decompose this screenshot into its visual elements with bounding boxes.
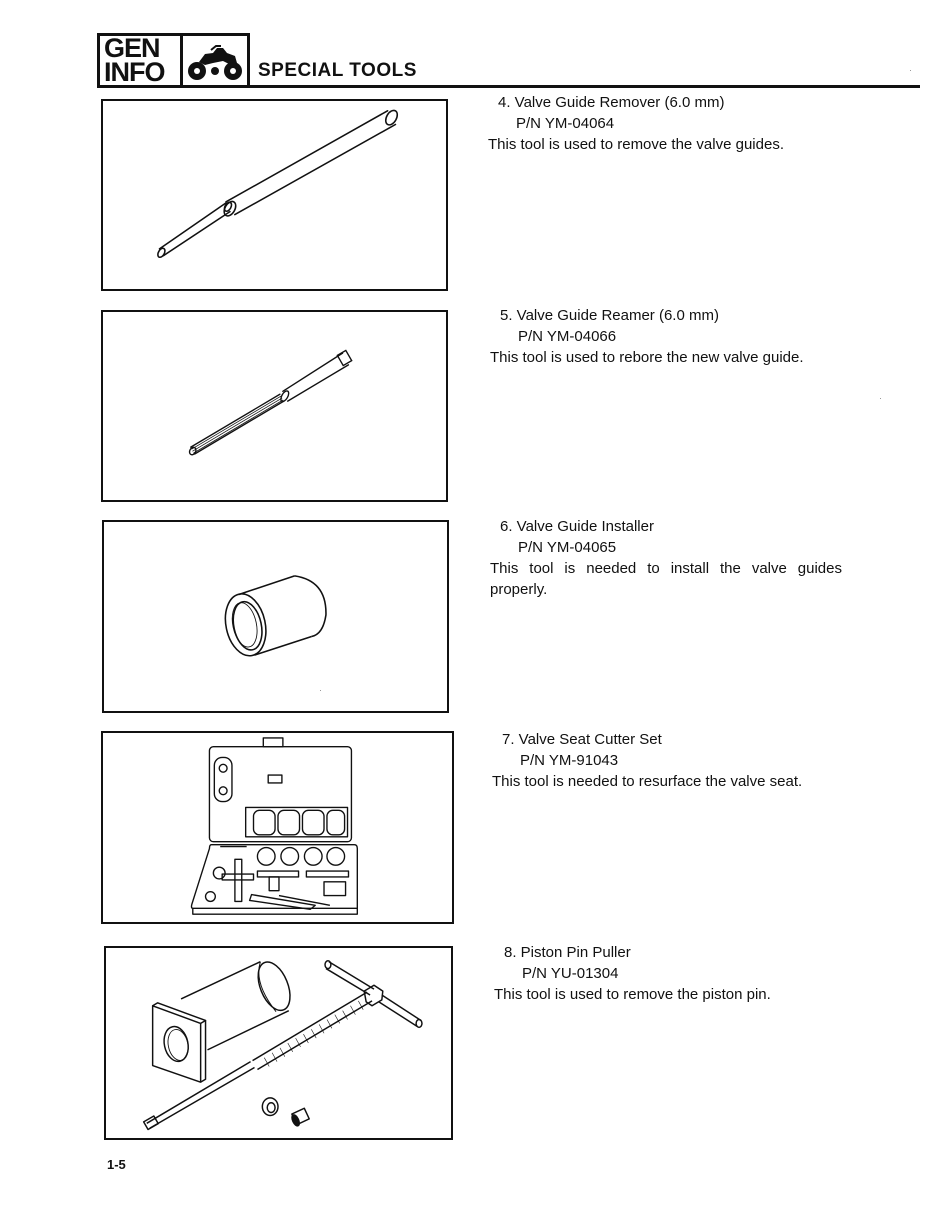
tool-description: This tool is used to rebore the new valve guide. xyxy=(490,349,804,366)
tool-entry-7 xyxy=(492,729,802,792)
valve-guide-installer-illustration xyxy=(102,520,449,713)
tool-part-number: P/N YM-04066 xyxy=(518,328,617,345)
tool-name: 5. Valve Guide Reamer (6.0 mm) xyxy=(500,307,719,324)
atv-icon xyxy=(183,36,247,85)
atv-logo-box xyxy=(180,33,250,88)
tool-description: This tool is needed to resurface the valve seat. xyxy=(492,773,803,790)
scan-speck xyxy=(320,690,321,691)
valve-guide-remover-icon xyxy=(103,101,446,289)
tool-part-number: P/N YM-91043 xyxy=(520,752,619,769)
valve-guide-remover-illustration xyxy=(101,99,448,291)
tool-part-number: P/N YM-04065 xyxy=(518,539,617,556)
tool-description: This tool is used to remove the piston pin. xyxy=(494,986,771,1003)
tool-entry-6 xyxy=(490,516,842,600)
tool-name: 7. Valve Seat Cutter Set xyxy=(502,731,662,748)
page-number: 1-5 xyxy=(107,1157,126,1172)
valve-guide-reamer-icon xyxy=(103,312,446,500)
section-code-info: INFO xyxy=(104,57,165,87)
tool-name: 4. Valve Guide Remover (6.0 mm) xyxy=(498,94,725,111)
scan-speck xyxy=(910,70,911,71)
header-rule xyxy=(248,85,920,88)
tool-description: This tool is needed to install the valve guides properly. xyxy=(490,560,842,598)
section-code-gen: GEN xyxy=(104,33,160,63)
tool-name: 8. Piston Pin Puller xyxy=(504,944,631,961)
tool-part-number: P/N YM-04064 xyxy=(516,115,615,132)
valve-seat-cutter-set-illustration xyxy=(101,731,454,924)
tool-entry-8 xyxy=(494,942,771,1005)
valve-seat-cutter-case-icon xyxy=(103,733,452,922)
valve-guide-installer-icon xyxy=(104,522,447,711)
piston-pin-puller-icon xyxy=(106,948,451,1138)
tool-part-number: P/N YU-01304 xyxy=(522,965,619,982)
page-title: SPECIAL TOOLS xyxy=(258,60,417,81)
tool-entry-5 xyxy=(490,305,804,368)
tool-name: 6. Valve Guide Installer xyxy=(500,518,654,535)
tool-entry-4 xyxy=(488,92,784,155)
valve-guide-reamer-illustration xyxy=(101,310,448,502)
tool-description: This tool is used to remove the valve guides. xyxy=(488,136,784,153)
piston-pin-puller-illustration xyxy=(104,946,453,1140)
section-code-badge xyxy=(97,33,183,88)
scan-speck xyxy=(880,398,881,399)
